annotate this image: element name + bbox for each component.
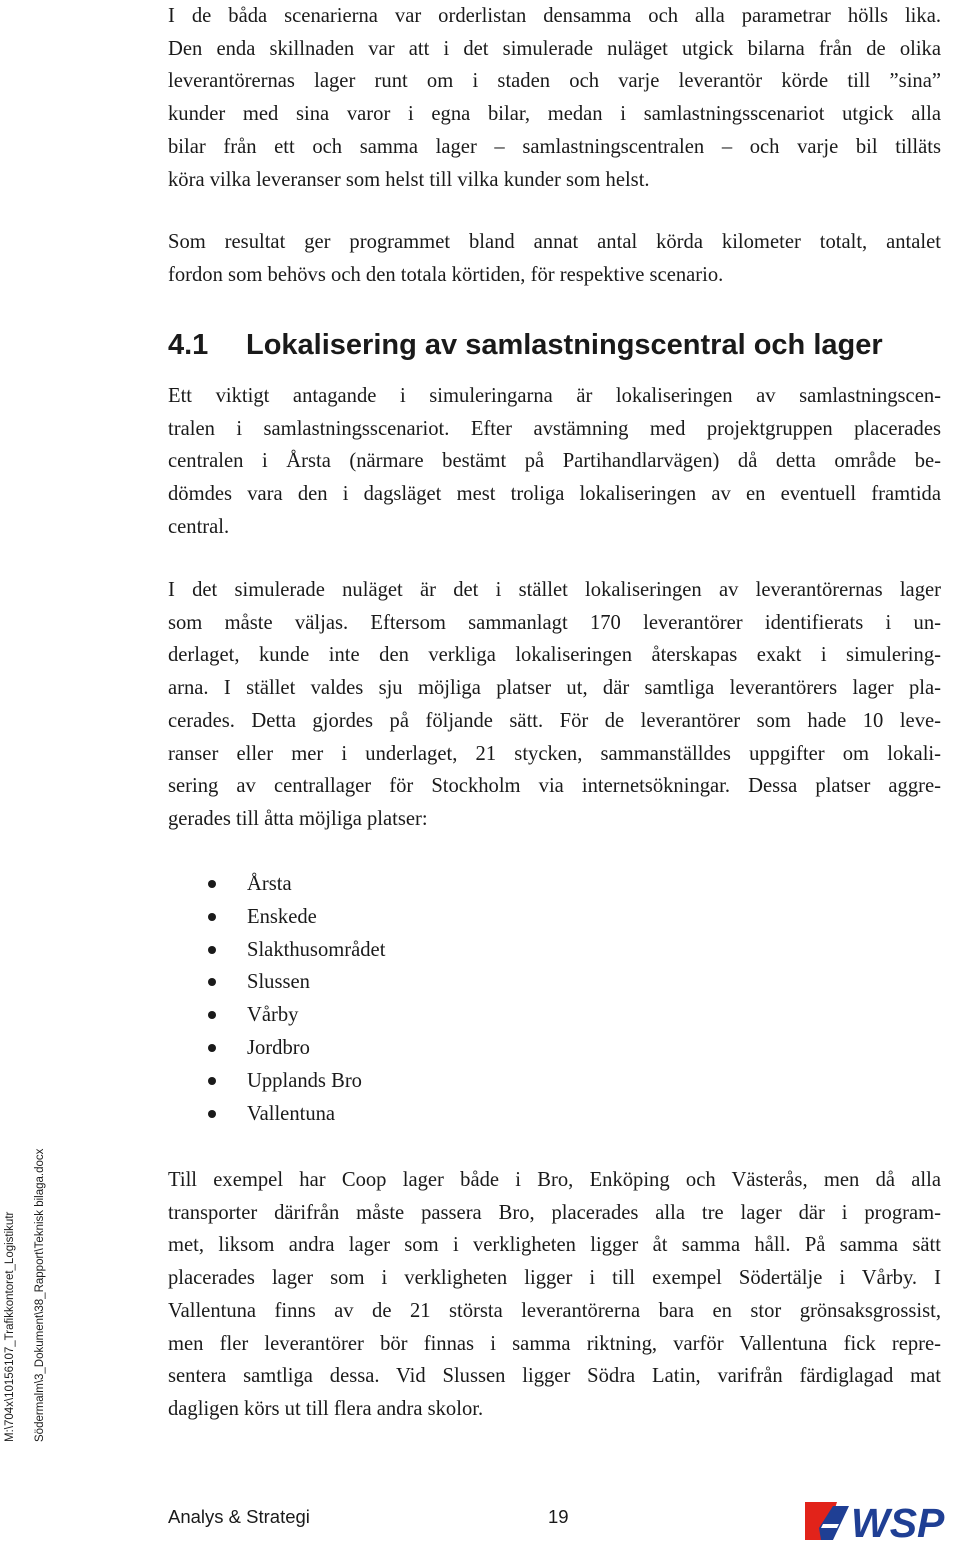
text-line: I de båda scenarierna var orderlistan densamma och alla parametrar hölls lika. — [168, 5, 941, 27]
paragraph-example — [168, 1164, 941, 1426]
list-item — [168, 934, 385, 967]
page-number: 19 — [548, 1506, 569, 1527]
text-line: som måste väljas. Eftersom sammanlagt 170 leverantörer identifierats i un- — [168, 611, 941, 634]
bullet-icon — [208, 978, 216, 986]
bullet-icon — [208, 946, 216, 954]
list-item — [168, 1098, 385, 1131]
paragraph-results — [168, 226, 941, 291]
list-item — [168, 966, 385, 999]
list-item — [168, 901, 385, 934]
text-line: placerades lager som i verkligheten ligger i till exempel Södertälje i Vårby. I — [168, 1267, 941, 1290]
footer-label: Analys & Strategi — [168, 1506, 310, 1527]
list-item-label: Enskede — [247, 905, 317, 928]
text-line: Den enda skillnaden var att i det simulerade nuläget utgick bilarna från de olika — [168, 37, 941, 60]
paragraph-assumption — [168, 380, 941, 544]
text-line: Ett viktigt antagande i simuleringarna är lokaliseringen av samlastningscen- — [168, 385, 941, 407]
bullet-icon — [208, 880, 216, 888]
bullet-icon — [208, 1044, 216, 1052]
file-path-line: Södermalm\3_Dokument\38_Rapport\Teknisk bilaga.docx — [34, 1148, 46, 1442]
list-item — [168, 868, 385, 901]
list-item-label: Slussen — [247, 971, 310, 994]
section-heading — [168, 325, 883, 365]
list-item — [168, 1065, 385, 1098]
text-line: sering av centrallager för Stockholm via internetsökningar. Dessa platser aggre- — [168, 775, 941, 798]
logo-mark-stripe — [821, 1524, 839, 1528]
text-line: leverantörernas lager runt om i staden och varje leverantör körde till ”sina” — [168, 70, 941, 93]
text-line: met, liksom andra lager som i verkligheten ligger åt samma håll. På samma sätt — [168, 1234, 941, 1257]
list-item-label: Vallentuna — [247, 1102, 336, 1125]
list-item — [168, 999, 385, 1032]
bullet-icon — [208, 1077, 216, 1085]
section-number: 4.1 — [168, 329, 209, 361]
text-line: Vallentuna finns av de 21 största leverantörerna bara en stor grönsaksgrossist, — [168, 1299, 941, 1322]
text-line: sentera samtliga dessa. Vid Slussen ligger Södra Latin, varifrån färdiglagad mat — [168, 1365, 941, 1388]
text-line: centralen i Årsta (närmare bestämt på Partihandlarvägen) då detta område be- — [168, 450, 941, 473]
text-line: arna. I stället valdes sju möjliga platser ut, där samtliga leverantörers lager pla- — [168, 677, 941, 700]
text-line: Till exempel har Coop lager både i Bro, Enköping och Västerås, men då alla — [168, 1169, 941, 1191]
text-line: men fler leverantörer bör finnas i samma riktning, varför Vallentuna fick repre- — [168, 1332, 941, 1355]
logo-wordmark: WSP — [851, 1500, 945, 1542]
text-line: cerades. Detta gjordes på följande sätt. För de leverantörer som hade 10 leve- — [168, 709, 941, 732]
text-line: bilar från ett och samma lager – samlastningscentralen – och varje bil tilläts — [168, 135, 941, 158]
list-item — [168, 1032, 385, 1065]
text-line: central. — [168, 515, 230, 538]
section-title: Lokalisering av samlastningscentral och lager — [246, 329, 883, 361]
bullet-icon — [208, 1011, 216, 1019]
paragraph-current-state — [168, 574, 941, 836]
list-item-label: Slakthusområdet — [247, 938, 386, 961]
bullet-icon — [208, 1110, 216, 1118]
text-line: tralen i samlastningsscenariot. Efter avstämning med projektgruppen placerades — [168, 417, 941, 440]
text-line: Som resultat ger programmet bland annat antal körda kilometer totalt, antalet — [168, 231, 941, 253]
text-line: kunder med sina varor i egna bilar, medan i samlastningsscenariot utgick alla — [168, 103, 941, 126]
list-item-label: Vårby — [247, 1004, 299, 1027]
text-line: ranser eller mer i underlaget, 21 stycken, sammanställdes uppgifter om lokali- — [168, 742, 941, 765]
text-line: dagligen körs ut till flera andra skolor. — [168, 1397, 484, 1420]
text-line: derlaget, kunde inte den verkliga lokaliseringen återskapas exakt i simulering- — [168, 644, 941, 667]
list-item-label: Årsta — [247, 873, 292, 895]
places-list — [168, 868, 385, 1130]
list-item-label: Jordbro — [247, 1036, 310, 1059]
list-item-label: Upplands Bro — [247, 1069, 362, 1092]
text-line: I det simulerade nuläget är det i stället lokaliseringen av leverantörernas lager — [168, 579, 941, 601]
text-line: transporter därifrån måste passera Bro, placerades alla tre lager där i program- — [168, 1201, 941, 1224]
bullet-icon — [208, 913, 216, 921]
text-line: gerades till åtta möjliga platser: — [168, 807, 428, 830]
text-line: dömdes vara den i dagsläget mest troliga lokaliseringen av en eventuell framtida — [168, 483, 941, 506]
text-line: köra vilka leveranser som helst till vilka kunder som helst. — [168, 168, 650, 191]
file-path-line: M:\704x\10156107_Trafikkontoret_Logistikutr — [4, 1211, 16, 1442]
paragraph-intro — [168, 0, 941, 196]
file-path-sidebar — [0, 1092, 60, 1442]
text-line: fordon som behövs och den totala körtiden, för respektive scenario. — [168, 263, 724, 286]
wsp-logo — [803, 1498, 953, 1542]
